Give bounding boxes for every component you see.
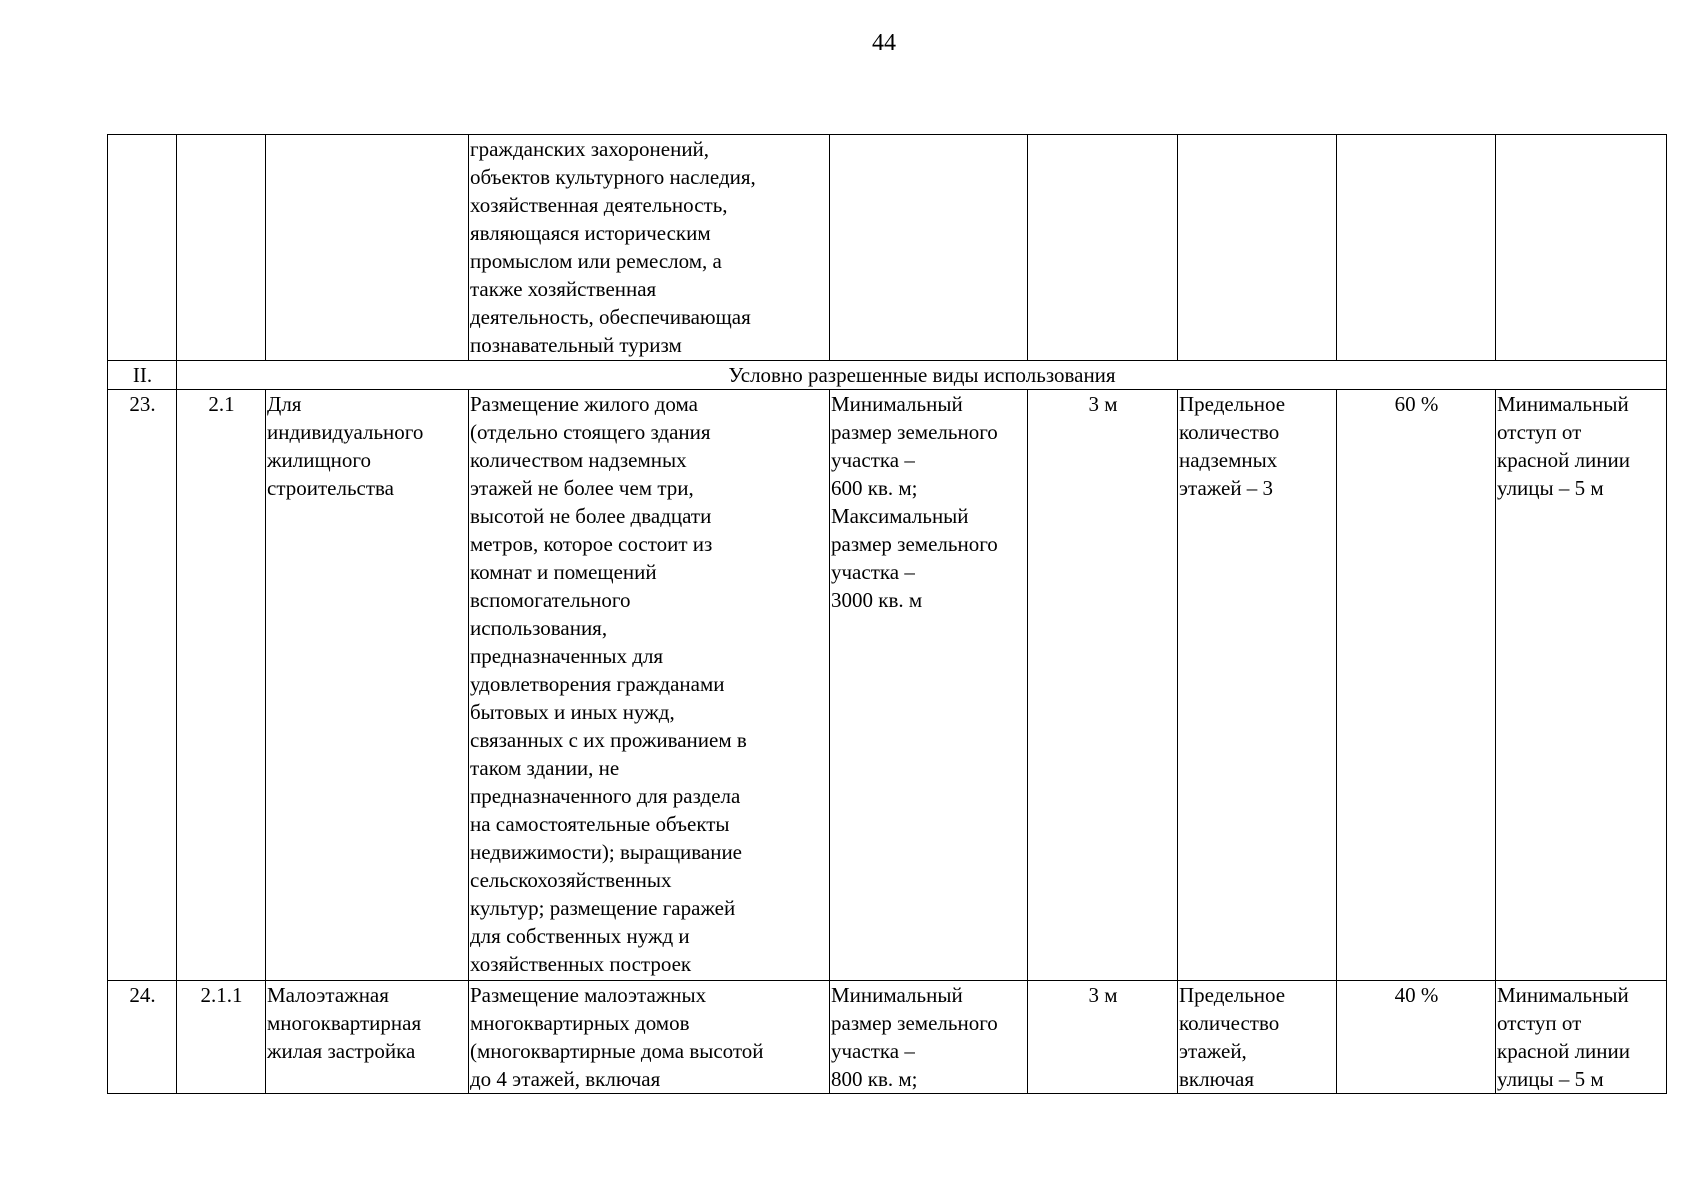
- cell-setback: [1028, 135, 1178, 361]
- table-section-row: [108, 361, 1667, 390]
- section-number: II.: [108, 361, 177, 390]
- cell-coverage: 60 %: [1337, 390, 1496, 981]
- cell-plot-size: Минимальный размер земельного участка – 800 кв. м;: [830, 981, 1028, 1094]
- land-use-table: [107, 134, 1667, 1094]
- cell-plot-size: Минимальный размер земельного участка – 600 кв. м; Максимальный размер земельного участка – 3000 кв. м: [830, 390, 1028, 981]
- cell-floors: [1178, 135, 1337, 361]
- cell-red-line: Минимальный отступ от красной линии улицы – 5 м: [1496, 390, 1667, 981]
- cell-code: 2.1.1: [177, 981, 266, 1094]
- cell-floors: Предельное количество этажей, включая: [1178, 981, 1337, 1094]
- cell-name: [266, 135, 469, 361]
- cell-code: 2.1: [177, 390, 266, 981]
- cell-plot-size: [830, 135, 1028, 361]
- cell-setback: 3 м: [1028, 981, 1178, 1094]
- cell-floors: Предельное количество надземных этажей – 3: [1178, 390, 1337, 981]
- cell-description: гражданских захоронений, объектов культурного наследия, хозяйственная деятельность, являющаяся историческим промыслом или ремеслом, а также хозяйственная деятельность, обеспечивающая познавательный туризм: [469, 135, 830, 361]
- table-row-continuation: [108, 135, 1667, 361]
- cell-red-line: Минимальный отступ от красной линии улицы – 5 м: [1496, 981, 1667, 1094]
- cell-code: [177, 135, 266, 361]
- table-row: [108, 390, 1667, 981]
- section-title: Условно разрешенные виды использования: [177, 361, 1667, 390]
- cell-description: Размещение малоэтажных многоквартирных домов (многоквартирные дома высотой до 4 этажей, включая: [469, 981, 830, 1094]
- cell-description: Размещение жилого дома (отдельно стоящего здания количеством надземных этажей не более чем три, высотой не более двадцати метров, которое состоит из комнат и помещений вспомогательного использования, предназначенных для удовлетворения гражданами бытовых и иных нужд, связанных с их проживанием в таком здании, не предназначенного для раздела на самостоятельные объекты недвижимости); выращивание сельскохозяйственных культур; размещение гаражей для собственных нужд и хозяйственных построек: [469, 390, 830, 981]
- cell-name: Малоэтажная многоквартирная жилая застройка: [266, 981, 469, 1094]
- cell-red-line: [1496, 135, 1667, 361]
- table-row: [108, 981, 1667, 1094]
- cell-coverage: 40 %: [1337, 981, 1496, 1094]
- cell-number: 24.: [108, 981, 177, 1094]
- cell-coverage: [1337, 135, 1496, 361]
- cell-number: [108, 135, 177, 361]
- page-number: 44: [872, 30, 896, 56]
- cell-name: Для индивидуального жилищного строительства: [266, 390, 469, 981]
- cell-setback: 3 м: [1028, 390, 1178, 981]
- cell-number: 23.: [108, 390, 177, 981]
